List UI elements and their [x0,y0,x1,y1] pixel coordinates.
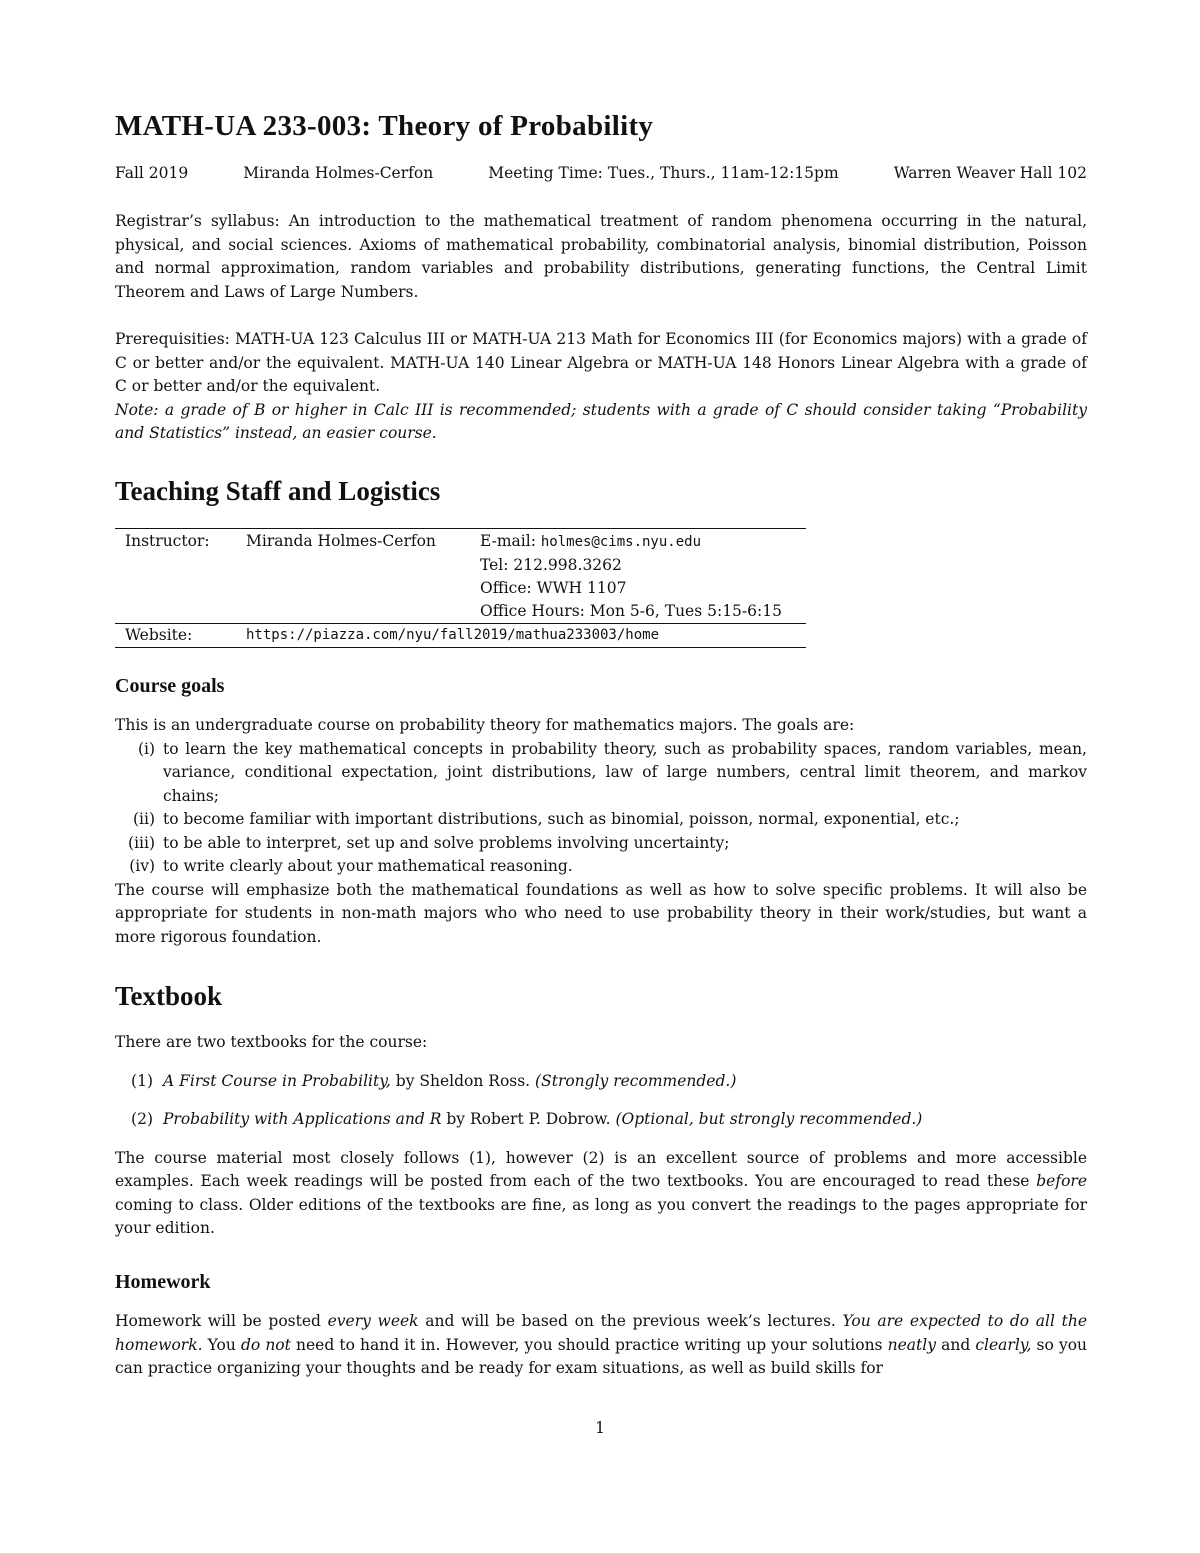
instructor-label: Instructor: [115,529,236,555]
instructor-name-cell: Miranda Holmes-Cerfon [236,529,470,555]
email-cell [470,529,806,555]
tel: Tel: 212.998.3262 [480,556,622,574]
item-number: (iv) [129,857,155,875]
text-run: before [1036,1172,1087,1190]
item-text: to write clearly about your mathematical reasoning. [163,857,573,875]
prerequisites [115,328,1087,446]
room: Warren Weaver Hall 102 [893,164,1087,182]
prereq-text: Prerequisities: MATH-UA 123 Calculus III or MATH-UA 213 Math for Economics III (for Economics majors) with a grade of C or better and/or the equivalent. MATH-UA 140 Linear Algebra or MATH-UA 148 Honors Linear Algebra with a grade of C or better and/or the equivalent. [115,330,1087,395]
goals-intro: This is an undergraduate course on probability theory for mathematics majors. The goals are: [115,716,855,734]
item-number: (2) [131,1110,153,1128]
email-link[interactable]: holmes@cims.nyu.edu [540,534,702,550]
item-number: (i) [137,739,155,758]
text-run: neatly [887,1335,936,1354]
textbook-intro: There are two textbooks for the course: [115,1033,428,1051]
book-author: by Robert P. Dobrow. [441,1110,616,1128]
instructor-name: Miranda Holmes-Cerfon [243,164,434,182]
text-run: coming to class. Older editions of the textbooks are fine, as long as you convert the readings to the pages appropriate for your edition. [115,1195,1087,1237]
list-item [115,832,1087,856]
text-run: and will be based on the previous week’s lectures. [418,1312,843,1330]
textbook-section [115,1031,1087,1241]
term: Fall 2019 [115,164,189,182]
item-number: (iii) [128,833,155,852]
text-run: do not [240,1335,291,1354]
text-run: need to hand it in. However, you should practice writing up your solutions [290,1335,888,1354]
course-meta [115,164,1087,182]
goals-outro: The course will emphasize both the mathematical foundations as well as how to solve specific problems. It will also be appropriate for students in non-math majors who who need to use probability theory in their work/studies, but want a more rigorous foundation. [115,880,1087,946]
homework-section [115,1310,1087,1381]
page-title: MATH-UA 233-003: Theory of Probability [115,110,654,142]
syllabus-text: Registrar’s syllabus: An introduction to the mathematical treatment of random phenomena occurring in the natural, physical, and social sciences. Axioms of mathematical probability, combinatorial analysis, binomial distribution, Poisson and normal approximation, random variables and probability distributions, generating functions, the Central Limit Theorem and Laws of Large Numbers. [115,212,1087,301]
item-number: (1) [131,1071,153,1090]
book-note: (Optional, but strongly recommended.) [615,1110,923,1128]
list-item [115,1108,1087,1132]
text-run: The course material most closely follows (1), however (2) is an excellent source of problems and more accessible examples. Each week readings will be posted from each of the two textbooks. You are encouraged to read these [115,1148,1087,1190]
staff-table [115,528,806,648]
list-item [115,1070,1087,1094]
textbook-list [115,1070,1087,1132]
text-run: You are expected to do all the homework. [115,1312,1088,1354]
goals-section [115,714,1087,949]
book-author: by Sheldon Ross. [390,1071,536,1090]
homework-paragraph [115,1310,1087,1381]
textbook-heading: Textbook [115,981,223,1011]
website-link[interactable]: https://piazza.com/nyu/fall2019/mathua233003/home [236,624,806,648]
list-item [115,855,1087,879]
item-number: (ii) [132,810,155,828]
text-run: You [202,1335,241,1354]
goals-heading: Course goals [115,675,225,697]
text-run: clearly, [975,1335,1032,1354]
office: Office: WWH 1107 [480,579,627,597]
website-label: Website: [115,624,236,648]
meeting-time: Meeting Time: Tues., Thurs., 11am-12:15pm [488,164,839,182]
book-title: A First Course in Probability, [163,1071,391,1090]
book-title: Probability with Applications and R [163,1110,442,1128]
goals-list [115,738,1087,879]
text-run: so you can practice organizing your thoughts and be ready for exam situations, as well as build skills for [115,1335,1088,1377]
page-number: 1 [595,1419,605,1437]
list-item [115,738,1087,809]
office-hours: Office Hours: Mon 5-6, Tues 5:15-6:15 [480,602,782,620]
prereq-note: Note: a grade of B or higher in Calc III is recommended; students with a grade of C should consider taking “Probability and Statistics” instead, an easier course. [115,400,1087,442]
list-item [115,808,1087,832]
text-run: every week [327,1312,419,1330]
staff-heading: Teaching Staff and Logistics [115,476,441,506]
text-run: and [935,1335,976,1354]
item-text: to be able to interpret, set up and solve problems involving uncertainty; [163,833,730,852]
book-note: (Strongly recommended.) [535,1071,737,1090]
item-text: to learn the key mathematical concepts in probability theory, such as probability spaces, random variables, mean, variance, conditional expectation, joint distributions, law of large numbers, central limit theorem, and markov chains; [163,739,1087,805]
homework-heading: Homework [115,1271,211,1293]
text-run: Homework will be posted [115,1312,328,1330]
email-label: E-mail: [480,532,536,550]
item-text: to become familiar with important distributions, such as binomial, poisson, normal, exponential, etc.; [163,810,960,828]
registrar-syllabus [115,210,1087,304]
textbook-paragraph [115,1147,1087,1241]
